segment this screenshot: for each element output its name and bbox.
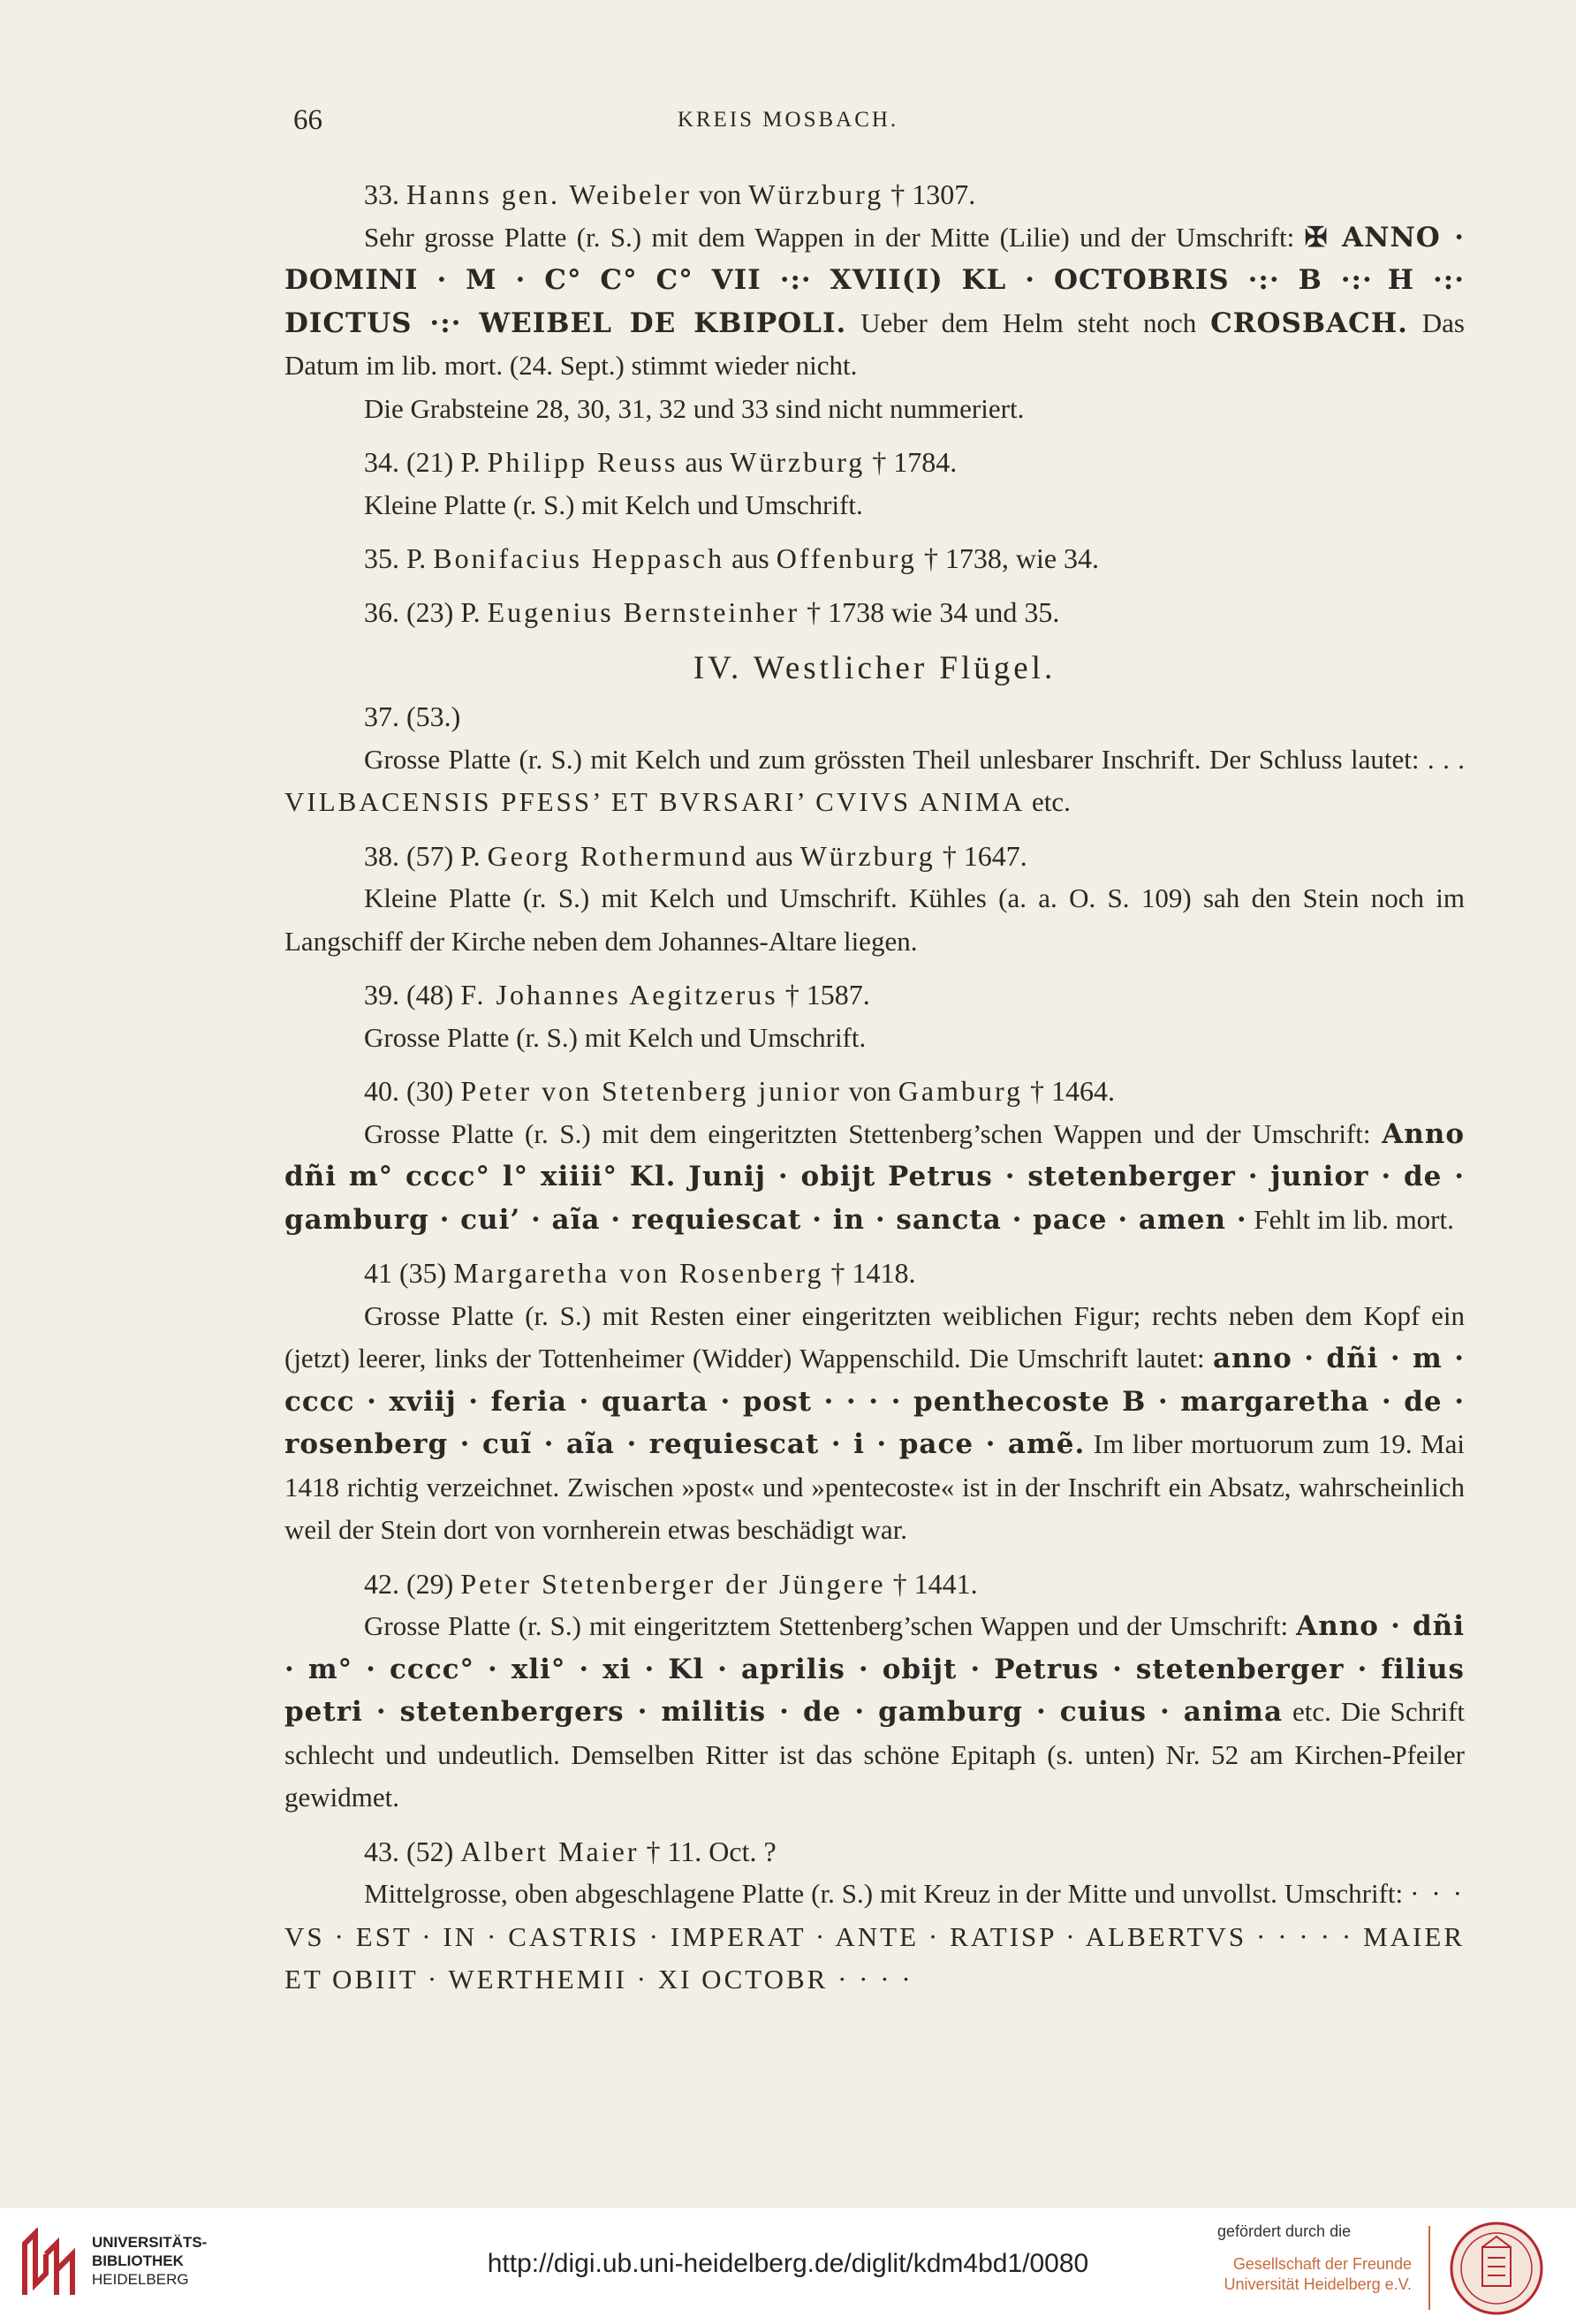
entry-34-heading: 34. (21) P. Philipp Reuss aus Würzburg † 1784.: [364, 446, 958, 478]
entry-39-text: Grosse Platte (r. S.) mit Kelch und Umschrift.: [364, 1021, 867, 1053]
inscription: VILBACENSIS PFESS’ ET BVRSARI’ CVIVS ANIMA: [284, 786, 1026, 817]
running-title: KREIS MOSBACH.: [677, 108, 899, 132]
viewer-footer: [0, 2208, 1576, 2324]
permalink-url[interactable]: http://digi.ub.uni-heidelberg.de/diglit/kdm4bd1/0080: [487, 2249, 1089, 2278]
entry-37-text: Grosse Platte (r. S.) mit Kelch und zum grössten Theil unlesbarer Inschrift. Der Schluss lautet: . . . VILBACENSIS PFESS’ ET BVRSARI’ CVIVS ANIMA etc.: [284, 743, 1465, 817]
inscription: H ·:· DICTUS ·:· WEIBEL DE KBIPOLI.: [284, 264, 1465, 339]
inscription: anno · dñi · m · cccc · xviij · feria · quarta · post · · · · penthecoste B · margaretha · de · rosenberg · cuĩ · aĩa · requiescat · i · pace · amẽ.: [284, 1343, 1465, 1460]
university-seal-icon[interactable]: [1449, 2221, 1544, 2316]
entry-33-text: Sehr grosse Platte (r. S.) mit dem Wappen in der Mitte (Lilie) und der Umschrift: ✠ ANNO · DOMINI · M · C° C° C° VII ·:· XVII(I) KL · OCTOBRIS ·:· B ·:· H ·:· DICTUS ·:· WEIBEL DE KBIPOLI. Ueber dem Helm steht noch CROSBACH. Das Datum im lib. mort. (24. Sept.) stimmt wieder nicht.: [284, 221, 1466, 381]
library-name[interactable]: UNIVERSITÄTS- BIBLIOTHEK HEIDELBERG: [92, 2234, 208, 2288]
entry-38-text: Kleine Platte (r. S.) mit Kelch und Umschrift. Kühles (a. a. O. S. 109) sah den Stein noch im Langschiff der Kirche neben dem Johannes-Altare liegen.: [284, 882, 1465, 957]
entry-43-text: Mittelgrosse, oben abgeschlagene Platte (r. S.) mit Kreuz in der Mitte und unvollst. Umschrift: · · · VS · EST · IN · CASTRIS · IMPERAT · ANTE · RATISP · ALBERTVS · · · · · MAIER ET OBIIT · WERTHEMII · XI OCTOBR · · · ·: [284, 1878, 1465, 1995]
entry-39-heading: 39. (48) F. Johannes Aegitzerus † 1587.: [364, 979, 870, 1011]
footer-divider: [1428, 2226, 1430, 2310]
entry-40-heading: 40. (30) Peter von Stetenberg junior von Gamburg † 1464.: [364, 1075, 1116, 1107]
entry-36-heading: 36. (23) P. Eugenius Bernsteinher † 1738 wie 34 und 35.: [364, 595, 1060, 628]
entry-43-heading: 43. (52) Albert Maier † 11. Oct. ?: [364, 1835, 777, 1867]
page-header: [0, 104, 1576, 148]
entry-41-heading: 41 (35) Margaretha von Rosenberg † 1418.: [364, 1257, 916, 1289]
entry-37-heading: 37. (53.): [364, 700, 461, 732]
inscription: CROSBACH.: [1210, 307, 1408, 339]
page-body: [284, 173, 1465, 2002]
sponsor-name[interactable]: Gesellschaft der Freunde Universität Heidelberg e.V.: [1224, 2255, 1412, 2293]
entry-33-heading: 33. Hanns gen. Weibeler von Würzburg † 1307.: [364, 178, 976, 210]
entry-41-text: Grosse Platte (r. S.) mit Resten einer eingeritzten weiblichen Figur; rechts neben dem Kopf ein (jetzt) leerer, links der Tottenheimer (Widder) Wappenschild. Die Umschrift lautet: anno · dñi · m · cccc · xviij · feria · quarta · post · · · · penthecoste B · margaretha · de · rosenberg · cuĩ · aĩa · requiescat · i · pace · amẽ. Im liber mortuorum zum 19. Mai 1418 richtig verzeichnet. Zwischen »post« und »pentecoste« ist in der Inschrift ein Absatz, wahrscheinlich weil der Stein dort von vornherein etwas beschädigt war.: [284, 1299, 1465, 1545]
note-gravestones: Die Grabsteine 28, 30, 31, 32 und 33 sind nicht nummeriert.: [364, 392, 1025, 424]
entry-35-heading: 35. P. Bonifacius Heppasch aus Offenburg † 1738, wie 34.: [364, 542, 1100, 574]
entry-42-heading: 42. (29) Peter Stetenberger der Jüngere † 1441.: [364, 1567, 978, 1600]
entry-34-text: Kleine Platte (r. S.) mit Kelch und Umschrift.: [364, 488, 863, 520]
entry-40-text: Grosse Platte (r. S.) mit dem eingeritzten Stettenberg’schen Wappen und der Umschrift: Anno dñi m° cccc° l° xiiii° Kl. Junij · obijt Petrus · stetenberger · junior · de · gamburg · cui’ · aĩa · requiescat · in · sancta · pace · amen · Fehlt im lib. mort.: [284, 1117, 1465, 1236]
page-number: 66: [293, 104, 322, 136]
section-title: IV. Westlicher Flügel.: [693, 650, 1057, 686]
inscription: · · · VS · EST · IN · CASTRIS · IMPERAT · ANTE · RATISP · ALBERTVS · · · · · MAIER ET OBIIT · WERTHEMII · XI OCTOBR · · · ·: [284, 1878, 1465, 1995]
inscription: ✠ ANNO · DOMINI · M · C° C° C° VII ·:· XVII(I) KL · OCTOBRIS ·:· B ·:·: [284, 221, 1466, 296]
entry-42-text: Grosse Platte (r. S.) mit eingeritztem Stettenberg’schen Wappen und der Umschrift: Anno · dñi · m° · cccc° · xli° · xi · Kl · aprilis · obijt · Petrus · stetenberger · filius petri · stetenbergers · militis · de · gamburg · cuius · anima etc. Die Schrift schlecht und undeutlich. Demselben Ritter ist das schöne Epitaph (s. unten) Nr. 52 am Kirchen-Pfeiler gewidmet.: [284, 1610, 1466, 1813]
funded-by-label: gefördert durch die: [1217, 2222, 1352, 2240]
inscription: Anno dñi m° cccc° l° xiiii° Kl. Junij · obijt Petrus · stetenberger · junior · de · gamburg · cui’ · aĩa · requiescat · in · sancta · pace · amen ·: [284, 1117, 1465, 1236]
inscription: Anno · dñi · m° · cccc° · xli° · xi · Kl · aprilis · obijt · Petrus · stetenberger · filius petri · stetenbergers · militis · de · gamburg · cuius · anima: [284, 1610, 1465, 1728]
entry-38-heading: 38. (57) P. Georg Rothermund aus Würzburg † 1647.: [364, 839, 1027, 872]
